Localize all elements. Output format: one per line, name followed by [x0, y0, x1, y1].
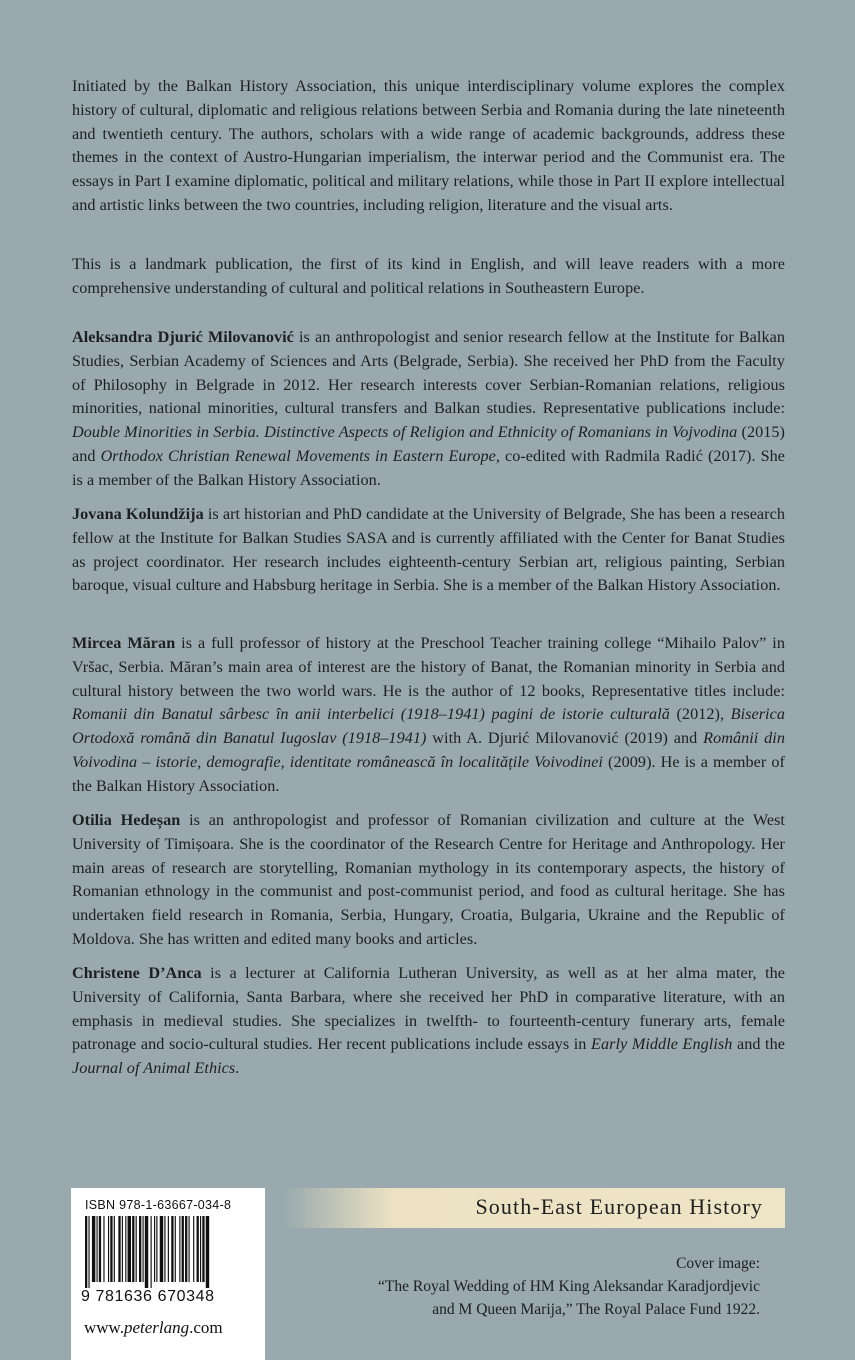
bio-text: is art historian and PhD candidate at the University of Belgrade, She has been a research fellow at the Institute for Balkan Studies SASA and is currently affiliated with the Center for Banat Studies as project coordinator. Her research includes eighteenth-century Serbian art, religious painting, Serbian baroque, visual culture and Habsburg heritage in Serbia. She is a member of the Balkan History Association.: [72, 505, 785, 595]
barcode-bar: [139, 1216, 141, 1282]
bio-paragraph: [72, 503, 785, 598]
barcode-bar: [128, 1216, 131, 1282]
bio-text: is a lecturer at California Lutheran University, as well as at her alma mater, the University of California, Santa Barbara, where she received her PhD in comparative literature, with an emphasis in medieval studies. She specializes in twelfth- to fourteenth-century funerary arts, female patronage and socio-cultural studies. Her recent publications include essays in: [72, 964, 786, 1054]
bio-paragraph: [72, 326, 785, 493]
publisher-url[interactable]: [84, 1318, 254, 1338]
isbn-box: [71, 1188, 265, 1360]
bio-maran: [72, 632, 785, 799]
series-band: [283, 1188, 785, 1228]
barcode-bar: [125, 1216, 126, 1282]
journal-title: Journal of Animal Ethics: [72, 1059, 236, 1078]
bio-text: (2012),: [669, 705, 731, 724]
author-name: Mircea Măran: [72, 634, 176, 652]
series-title: South-East European History: [475, 1194, 763, 1219]
bio-text: is a full professor of history at the Preschool Teacher training college “Mihailo Palov” in Vršac, Serbia. Măran’s main area of interest are the history of Banat, the Romanian minority in Serbia and cultural history between the two world wars. He is the author of 12 books, Representative titles include:: [72, 634, 785, 700]
barcode-bar: [185, 1216, 187, 1282]
bio-paragraph: [72, 632, 785, 799]
barcode-bar: [122, 1216, 123, 1282]
barcode-bar: [92, 1216, 95, 1282]
bio-text: (2015) and: [72, 423, 785, 465]
bio-kolundzija: [72, 503, 785, 598]
cover-credit-label: Cover image:: [676, 1255, 760, 1272]
barcode-bar: [132, 1216, 134, 1282]
bio-text: with A. Djurić Milovanović (2019) and: [426, 729, 704, 748]
journal-title: Early Middle English: [591, 1035, 733, 1054]
barcode-bar: [202, 1216, 204, 1282]
bio-hedesan: [72, 809, 785, 952]
bio-text: , co-edited with Radmila Radić (2017). She is a member of the Balkan History Association.: [72, 446, 786, 489]
barcode-bar: [193, 1216, 194, 1282]
barcode-bar: [145, 1216, 148, 1288]
barcode-bar: [160, 1216, 163, 1282]
author-name: Otilia Hedeșan: [72, 811, 181, 829]
description-paragraph-1: Initiated by the Balkan History Association, this unique interdisciplinary volume explores the complex history of cultural, diplomatic and religious relations between Serbia and Romania during the late nineteenth and twentieth century. The authors, scholars with a wide range of academic backgrounds, address these themes in the context of Austro-Hungarian imperialism, the interwar period and the Communist era. The essays in Part I examine diplomatic, political and military relations, while those in Part II explore intellectual and artistic links between the two countries, including religion, literature and the visual arts.: [72, 77, 785, 214]
barcode-bar: [182, 1216, 184, 1282]
cover-credit-line-2: and M Queen Marija,” The Royal Palace Fund 1922.: [432, 1301, 760, 1318]
barcode-bar: [175, 1216, 176, 1282]
bio-text: is an anthropologist and senior research fellow at the Institute for Balkan Studies, Serbian Academy of Sciences and Arts (Belgrade, Serbia). She received her PhD from the Faculty of Philosophy in Belgrade in 2012. Her research interests cover Serbian-Romanian relations, religious minorities, national minorities, cultural transfers and Balkan studies. Representative publications include:: [72, 328, 785, 418]
barcode-bar: [110, 1216, 112, 1282]
barcode-bar: [97, 1216, 98, 1282]
bio-text: .: [235, 1059, 240, 1078]
url-domain: peterlang: [123, 1318, 190, 1337]
bio-djuric: [72, 326, 785, 493]
description-block: [72, 75, 785, 218]
barcode-bar: [143, 1216, 144, 1282]
book-title: Orthodox Christian Renewal Movements in Eastern Europe: [100, 446, 496, 465]
barcode-digits: 9 781636 670348: [81, 1288, 215, 1305]
bio-text: and the: [732, 1035, 785, 1054]
barcode-bar: [168, 1216, 169, 1282]
isbn-label: ISBN 978-1-63667-034-8: [85, 1198, 232, 1212]
cover-credit-line-1: “The Royal Wedding of HM King Aleksandar Karadjordjevic: [378, 1278, 760, 1295]
book-title: Românii din Voivodina – istorie, demografie, identitate românească în localitățile Voivodinei: [72, 729, 785, 771]
barcode-bar: [99, 1216, 101, 1282]
barcode-bar: [88, 1216, 89, 1288]
bio-text: (2009). He is a member of the Balkan History Association.: [72, 752, 785, 795]
barcode-bar: [206, 1216, 209, 1288]
bio-text: is an anthropologist and professor of Romanian civilization and culture at the West University of Timișoara. She is the coordinator of the Research Centre for Heritage and Anthropology. Her main areas of research are storytelling, Romanian mythology in its contemporary aspects, the history of Romanian ethnology in the communist and post-communist period, and food as cultural heritage. She has undertaken field research in Romania, Serbia, Hungary, Croatia, Bulgaria, Ukraine and the Republic of Moldova. She has written and edited many books and articles.: [72, 811, 785, 948]
barcode-bar: [103, 1216, 104, 1282]
cover-credit: [240, 1252, 760, 1321]
bio-danca: [72, 962, 785, 1081]
barcode-icon: [81, 1216, 255, 1288]
author-name: Christene D’Anca: [72, 964, 202, 982]
book-title: Romanii din Banatul sârbesc în anii interbelici (1918–1941) pagini de istorie culturală: [72, 705, 670, 724]
barcode-bar: [164, 1216, 165, 1282]
bio-paragraph: [72, 809, 785, 952]
bio-paragraph: [72, 962, 785, 1081]
barcode-bar: [171, 1216, 173, 1282]
url-prefix: www.: [84, 1318, 124, 1337]
barcode-bar: [189, 1216, 190, 1282]
barcode-bar: [114, 1216, 115, 1282]
barcode-bar: [151, 1216, 152, 1288]
book-title: Biserica Ortodoxă română din Banatul Iugoslav (1918–1941): [72, 705, 785, 748]
barcode-bar: [85, 1216, 87, 1288]
barcode-bar: [197, 1216, 199, 1282]
barcode-bar: [108, 1216, 109, 1282]
barcode-bar: [179, 1216, 180, 1282]
barcode-bar: [200, 1216, 201, 1282]
author-name: Jovana Kolundžija: [72, 505, 204, 523]
author-name: Aleksandra Djurić Milovanović: [72, 328, 294, 346]
url-suffix: .com: [189, 1318, 223, 1337]
barcode-bar: [154, 1216, 155, 1282]
barcode-bar: [136, 1216, 137, 1282]
barcode-bar: [156, 1216, 157, 1282]
book-title: Double Minorities in Serbia. Distinctive Aspects of Religion and Ethnicity of Romanians in Vojvodina: [72, 423, 738, 442]
barcode-bar: [118, 1216, 120, 1282]
description-paragraph-2: This is a landmark publication, the first of its kind in English, and will leave readers with a more comprehensive understanding of cultural and political relations in Southeastern Europe.: [72, 255, 785, 297]
description-block-2: [72, 253, 785, 301]
